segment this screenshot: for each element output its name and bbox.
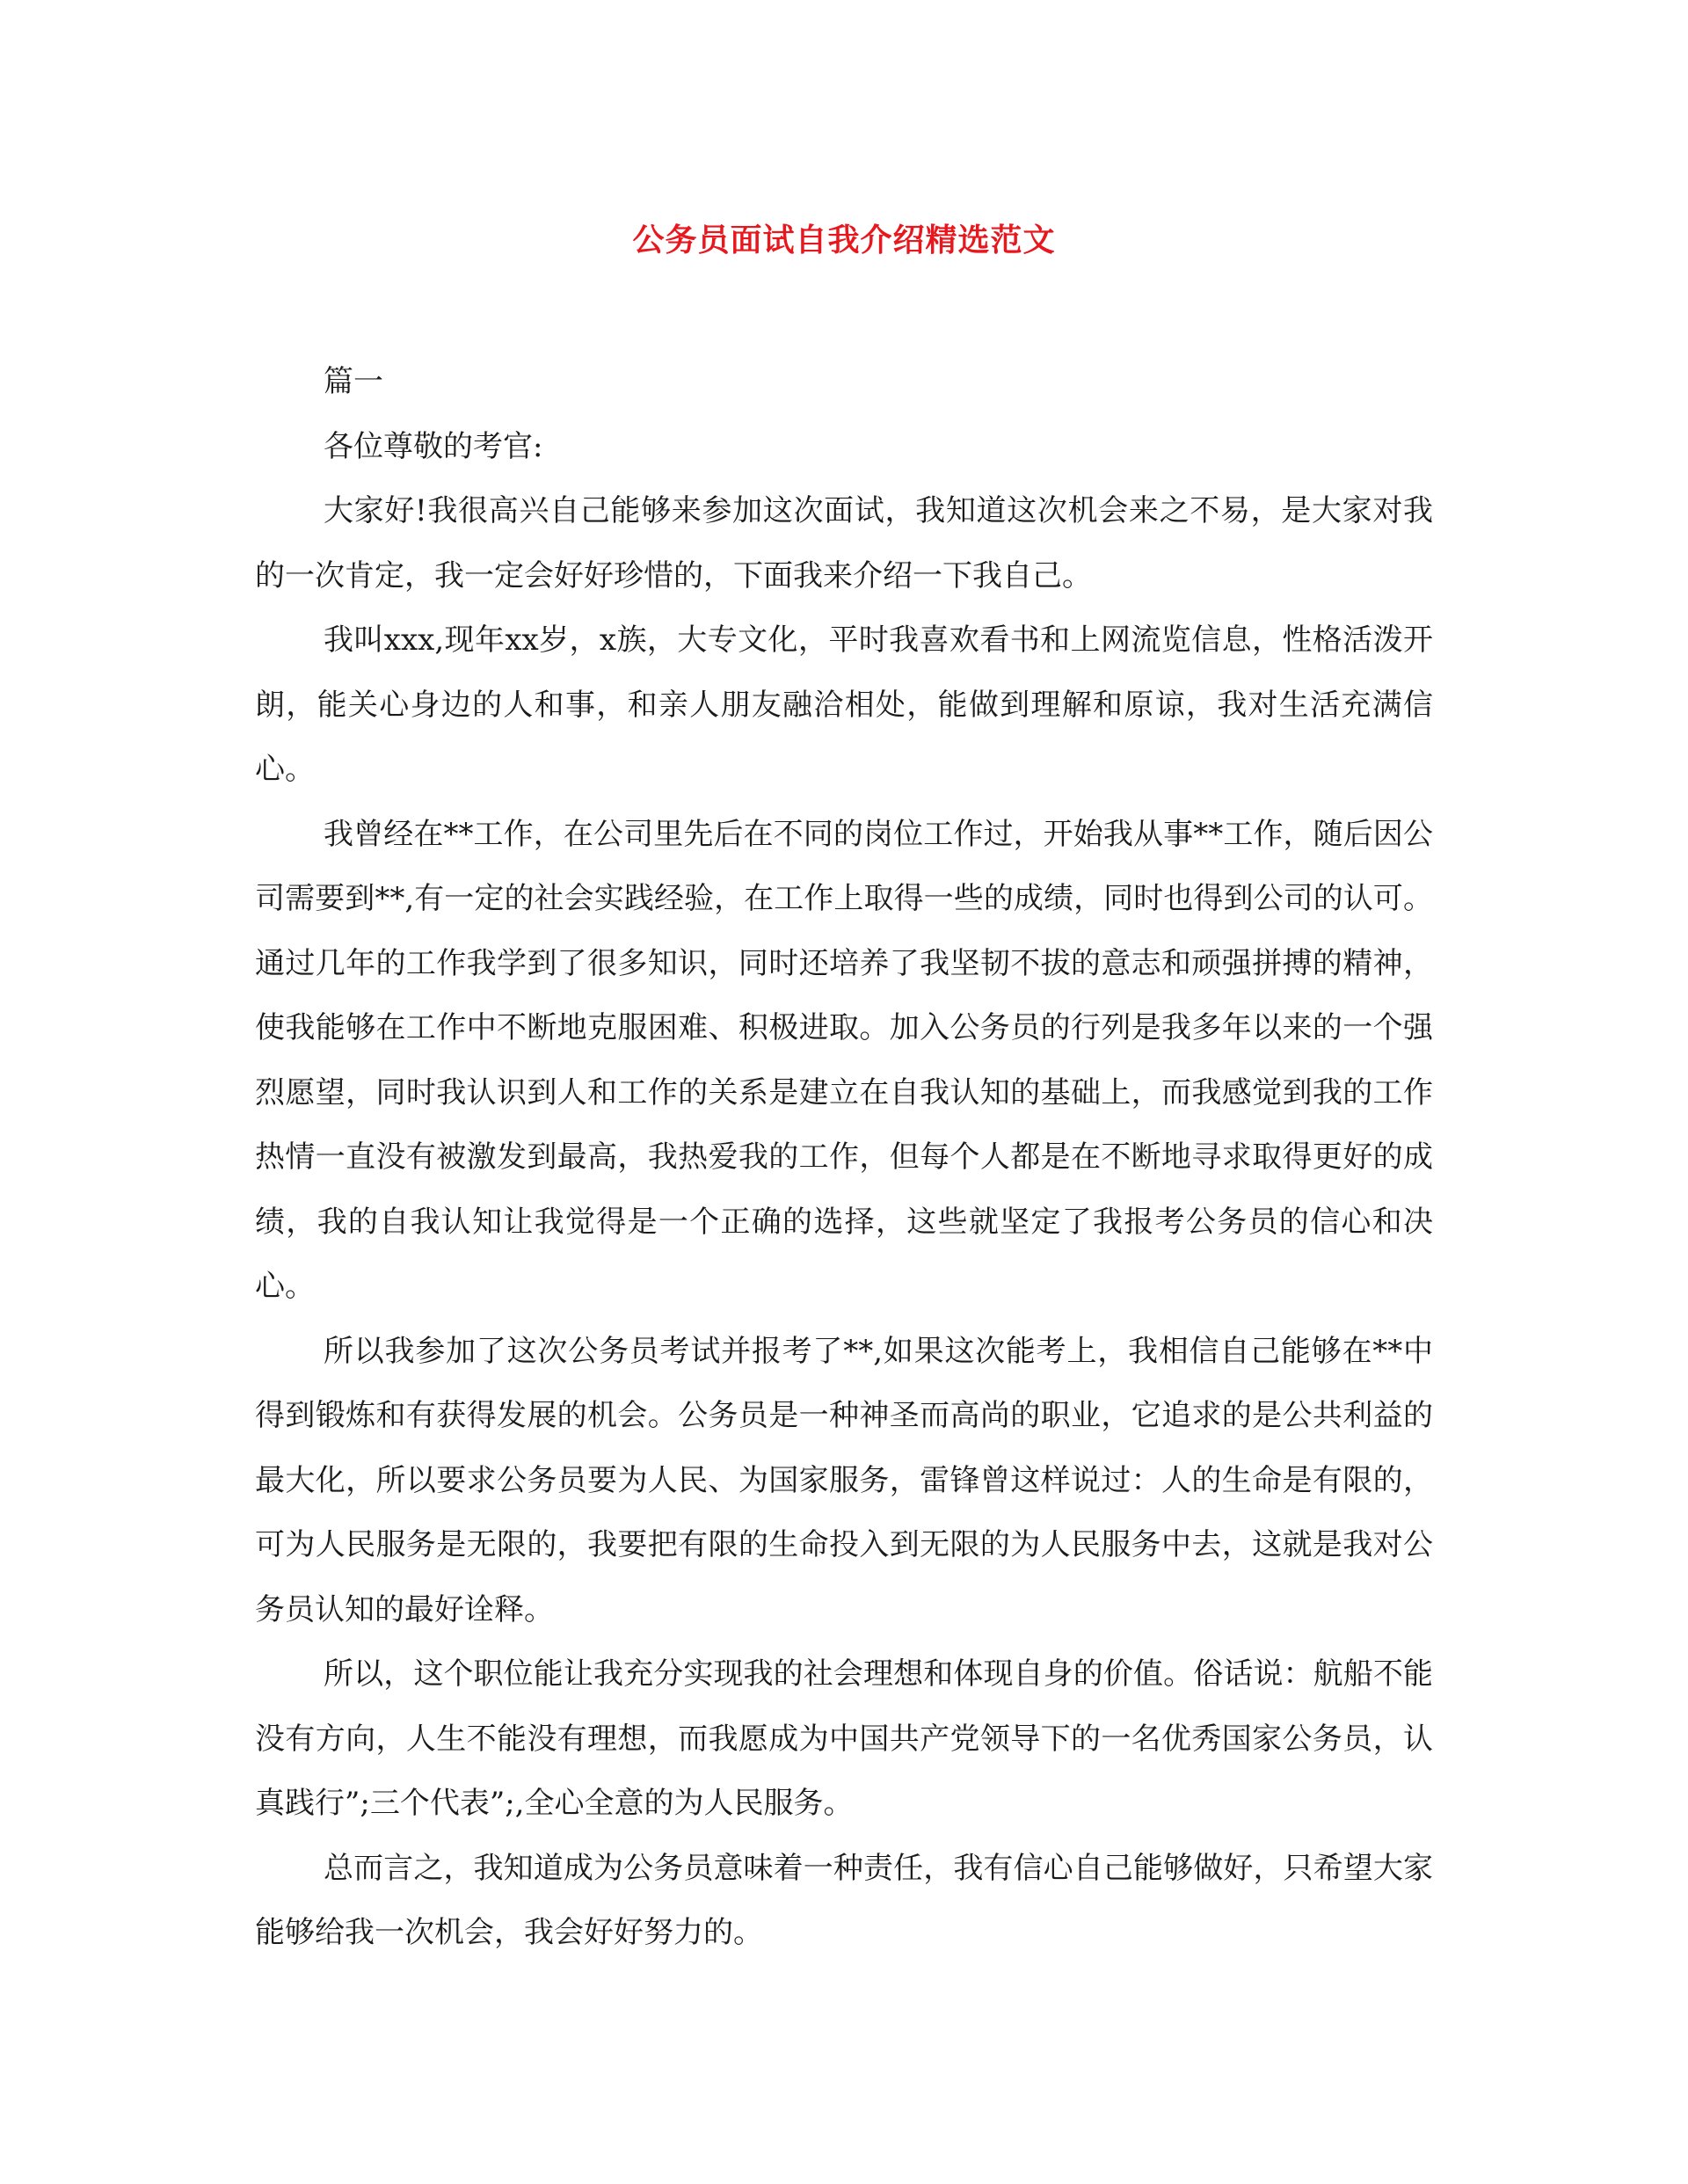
paragraph: 所以，这个职位能让我充分实现我的社会理想和体现自身的价值。俗话说：航船不能没有方向，人生不能没有理想，而我愿成为中国共产党领导下的一名优秀国家公务员，认真践行”;三个代表”;,全心全意的为人民服务。 [255,1656,1433,1821]
document-body [255,350,1433,1966]
paragraph: 所以我参加了这次公务员考试并报考了**,如果这次能考上，我相信自己能够在**中得到锻炼和有获得发展的机会。公务员是一种神圣而高尚的职业，它追求的是公共利益的最大化，所以要求公务员要为人民、为国家服务，雷锋曾这样说过：人的生命是有限的，可为人民服务是无限的，我要把有限的生命投入到无限的为人民服务中去，这就是我对公务员认知的最好诠释。 [255,1333,1433,1627]
paragraph: 我叫xxx,现年xx岁，x族，大专文化，平时我喜欢看书和上网流览信息，性格活泼开朗，能关心身边的人和事，和亲人朋友融洽相处，能做到理解和原谅，我对生活充满信心。 [255,622,1433,787]
paragraph: 我曾经在**工作，在公司里先后在不同的岗位工作过，开始我从事**工作，随后因公司需要到**,有一定的社会实践经验，在工作上取得一些的成绩，同时也得到公司的认可。通过几年的工作我学到了很多知识，同时还培养了我坚韧不拔的意志和顽强拼搏的精神，使我能够在工作中不断地克服困难、积极进取。加入公务员的行列是我多年以来的一个强烈愿望，同时我认识到人和工作的关系是建立在自我认知的基础上，而我感觉到我的工作热情一直没有被激发到最高，我热爱我的工作，但每个人都是在不断地寻求取得更好的成绩，我的自我认知让我觉得是一个正确的选择，这些就坚定了我报考公务员的信心和决心。 [255,816,1433,1304]
paragraph: 总而言之，我知道成为公务员意味着一种责任，我有信心自己能够做好，只希望大家能够给我一次机会，我会好好努力的。 [255,1850,1433,1950]
salutation: 各位尊敬的考官: [324,428,543,464]
section-heading: 篇一 [324,364,383,399]
document-title: 公务员面试自我介绍精选范文 [632,222,1056,258]
paragraph: 大家好!我很高兴自己能够来参加这次面试，我知道这次机会来之不易，是大家对我的一次肯定，我一定会好好珍惜的，下面我来介绍一下我自己。 [255,493,1433,593]
